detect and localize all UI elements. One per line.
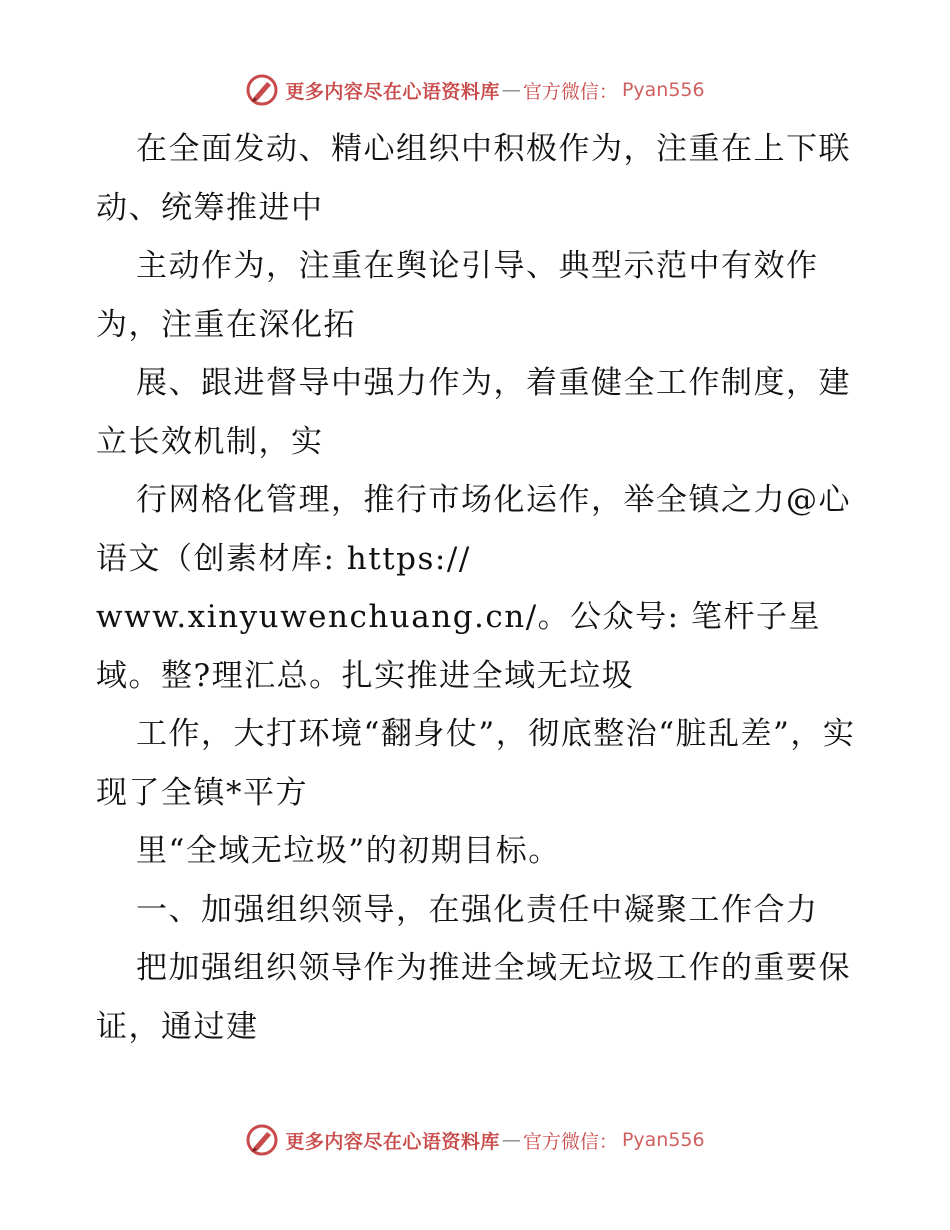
watermark-wechat-id: Pyan556 bbox=[621, 1129, 705, 1151]
watermark-separator: — bbox=[501, 79, 521, 101]
paragraph-9: 把加强组织领导作为推进全域无垃圾工作的重要保证，通过建 bbox=[96, 950, 851, 1045]
watermark-header bbox=[0, 70, 950, 110]
watermark-separator: — bbox=[501, 1129, 521, 1151]
paragraph-7: 里“全域无垃圾”的初期目标。 bbox=[136, 833, 561, 869]
paragraph-4: 行网格化管理，推行市场化运作，举全镇之力@心语文（创素材库: https:// bbox=[96, 482, 851, 577]
paragraph-1: 在全面发动、精心组织中积极作为，注重在上下联动、统筹推进中 bbox=[96, 131, 851, 226]
watermark-sub-text: 官方微信： bbox=[522, 1130, 618, 1153]
paragraph-3: 展、跟进督导中强力作为，着重健全工作制度，建立长效机制，实 bbox=[96, 365, 851, 460]
paragraph-5: www.xinyuwenchuang.cn/。公众号: 笔杆子星域。整?理汇总。扎实推进全域无垃圾 bbox=[96, 599, 821, 694]
watermark-footer bbox=[0, 1120, 950, 1160]
watermark-sub-text: 官方微信： bbox=[522, 80, 618, 103]
watermark-main-text: 更多内容尽在心语资料库 bbox=[285, 1130, 500, 1153]
section-heading: 一、加强组织领导，在强化责任中凝聚工作合力 bbox=[136, 891, 819, 928]
pen-logo-icon bbox=[245, 73, 279, 107]
watermark-main-text: 更多内容尽在心语资料库 bbox=[285, 80, 500, 103]
watermark-wechat-id: Pyan556 bbox=[621, 79, 705, 101]
document-body bbox=[96, 120, 856, 1056]
paragraph-2: 主动作为，注重在舆论引导、典型示范中有效作为，注重在深化拓 bbox=[96, 248, 819, 343]
paragraph-6: 工作，大打环境“翻身仗”，彻底整治“脏乱差”，实现了全镇*平方 bbox=[96, 716, 856, 811]
pen-logo-icon bbox=[245, 1123, 279, 1157]
